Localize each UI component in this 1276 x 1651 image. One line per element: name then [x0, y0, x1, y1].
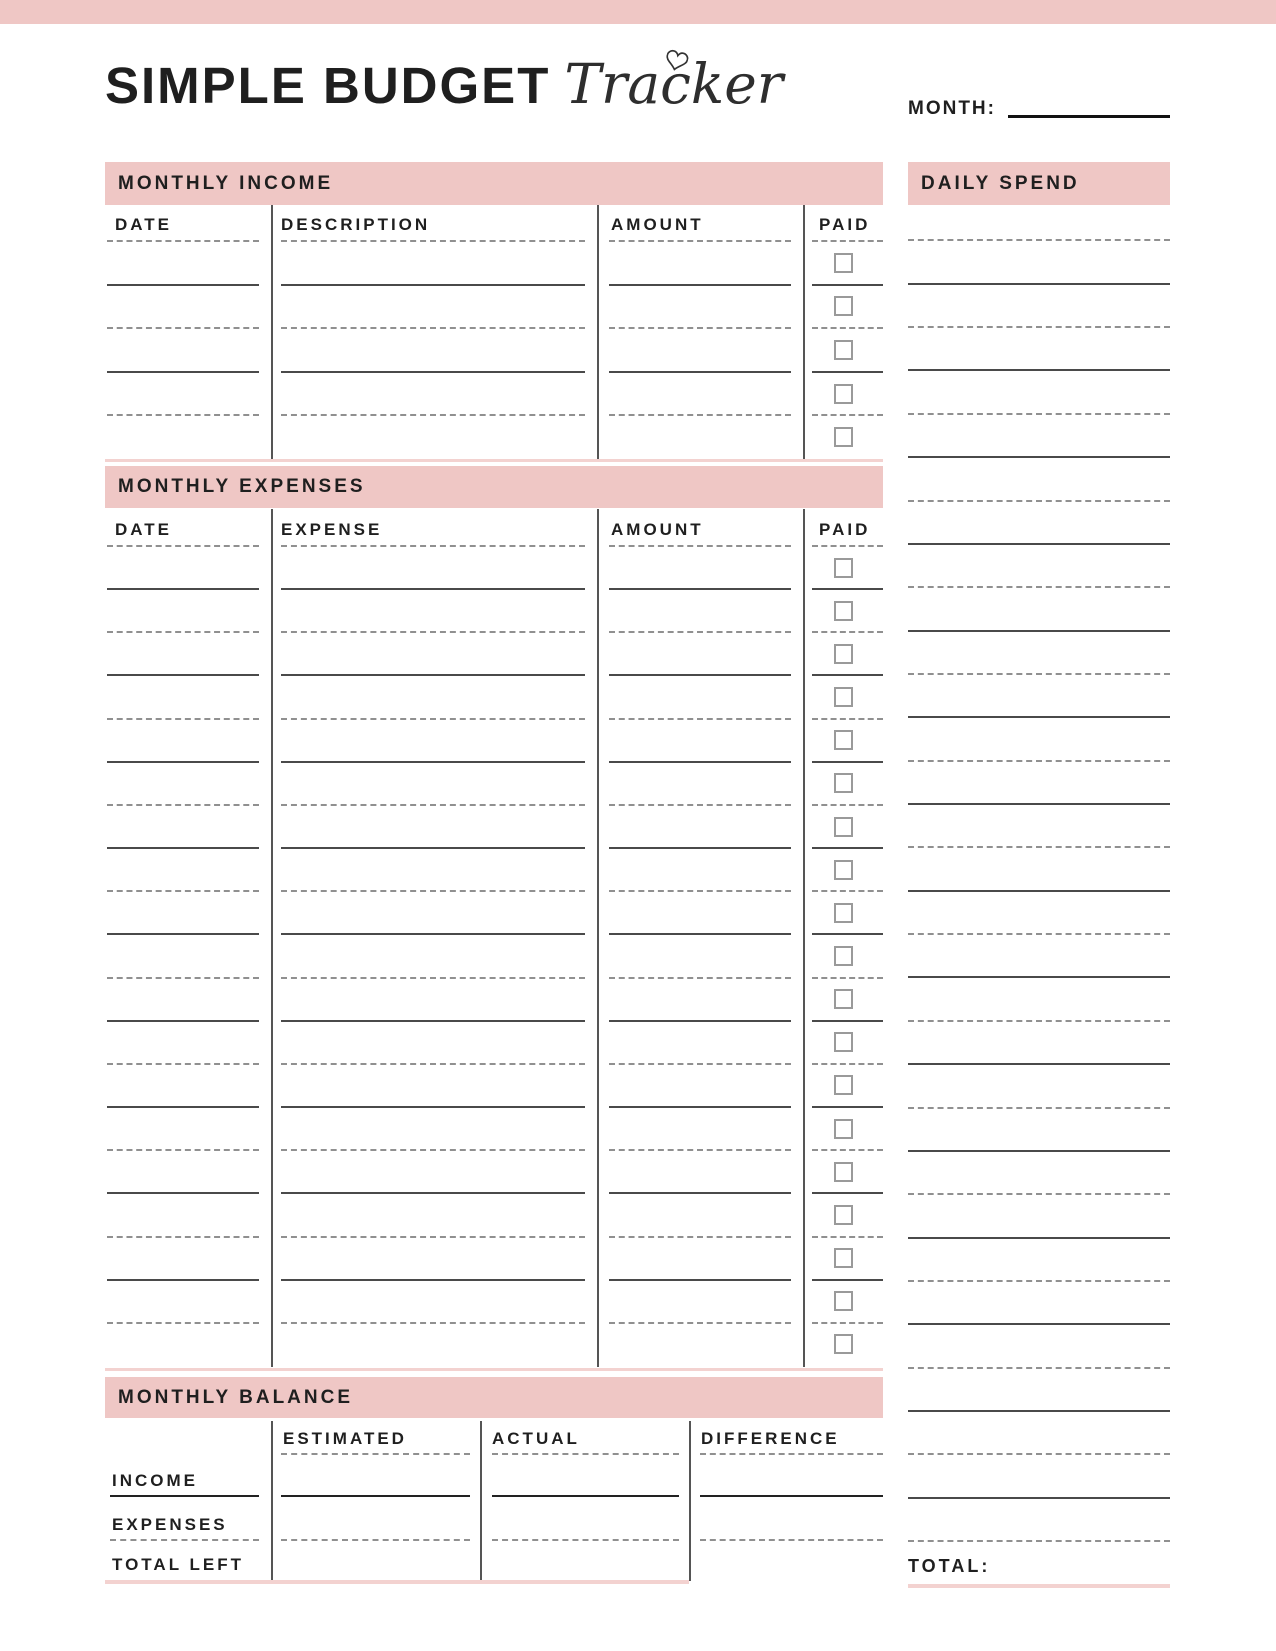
- daily-spend-line[interactable]: [908, 1239, 1170, 1282]
- balance-row-expenses: [105, 1497, 883, 1541]
- daily-spend-line[interactable]: [908, 762, 1170, 805]
- entry-cell[interactable]: [597, 329, 803, 373]
- balance-income-estimated-field[interactable]: [271, 1455, 480, 1497]
- paid-checkbox[interactable]: [834, 644, 853, 664]
- entry-cell[interactable]: [597, 676, 803, 719]
- entry-cell[interactable]: [271, 935, 597, 978]
- daily-spend-line[interactable]: [908, 241, 1170, 284]
- table-row: [105, 1281, 883, 1324]
- entry-cell[interactable]: [597, 1151, 803, 1194]
- paid-checkbox[interactable]: [834, 730, 853, 750]
- balance-total-estimated-field[interactable]: [271, 1541, 480, 1581]
- entry-cell[interactable]: [105, 763, 271, 806]
- entry-cell[interactable]: [271, 979, 597, 1022]
- entry-cell[interactable]: [271, 373, 597, 417]
- entry-cell[interactable]: [597, 242, 803, 286]
- entry-cell[interactable]: [597, 806, 803, 849]
- paid-checkbox[interactable]: [834, 1032, 853, 1052]
- paid-checkbox[interactable]: [834, 601, 853, 621]
- balance-label-total-left: TOTAL LEFT: [112, 1555, 244, 1574]
- paid-cell[interactable]: [803, 676, 883, 719]
- entry-cell[interactable]: [271, 892, 597, 935]
- expenses-col-amount: AMOUNT: [611, 520, 704, 539]
- entry-cell[interactable]: [597, 720, 803, 763]
- entry-cell[interactable]: [105, 892, 271, 935]
- paid-cell[interactable]: [803, 892, 883, 935]
- paid-cell[interactable]: [803, 1065, 883, 1108]
- balance-divider-3: [689, 1421, 691, 1581]
- entry-cell[interactable]: [271, 1151, 597, 1194]
- table-row: [105, 1238, 883, 1281]
- daily-spend-line[interactable]: [908, 1195, 1170, 1238]
- paid-checkbox[interactable]: [834, 1075, 853, 1095]
- table-row: [105, 935, 883, 978]
- paid-cell[interactable]: [803, 1108, 883, 1151]
- entry-cell[interactable]: [271, 1281, 597, 1324]
- income-divider-2: [597, 205, 599, 460]
- entry-cell[interactable]: [105, 720, 271, 763]
- entry-cell[interactable]: [597, 286, 803, 330]
- entry-cell[interactable]: [597, 1281, 803, 1324]
- paid-cell[interactable]: [803, 373, 883, 417]
- balance-divider-2: [480, 1421, 482, 1581]
- balance-section-baseline: [105, 1580, 689, 1584]
- section-header-daily-spend: DAILY SPEND: [908, 162, 1170, 205]
- entry-cell[interactable]: [105, 329, 271, 373]
- daily-spend-line[interactable]: [908, 458, 1170, 501]
- table-row: [105, 1194, 883, 1237]
- daily-spend-line[interactable]: [908, 1412, 1170, 1455]
- paid-cell[interactable]: [803, 1194, 883, 1237]
- entry-cell[interactable]: [105, 979, 271, 1022]
- income-col-amount: AMOUNT: [611, 215, 704, 234]
- month-label: MONTH:: [908, 98, 996, 119]
- paid-checkbox[interactable]: [834, 296, 853, 316]
- daily-spend-total-label: TOTAL:: [908, 1556, 991, 1576]
- daily-spend-line[interactable]: [908, 892, 1170, 935]
- entry-cell[interactable]: [105, 1022, 271, 1065]
- entry-cell[interactable]: [597, 763, 803, 806]
- entry-cell[interactable]: [597, 1065, 803, 1108]
- paid-checkbox[interactable]: [834, 1334, 853, 1354]
- paid-cell[interactable]: [803, 1151, 883, 1194]
- table-row: [105, 763, 883, 806]
- expenses-col-expense: EXPENSE: [281, 520, 383, 539]
- table-row: [105, 1022, 883, 1065]
- entry-cell[interactable]: [105, 633, 271, 676]
- balance-total-difference-field[interactable]: [689, 1541, 883, 1581]
- entry-cell[interactable]: [105, 373, 271, 417]
- entry-cell[interactable]: [597, 935, 803, 978]
- paid-checkbox[interactable]: [834, 946, 853, 966]
- entry-cell[interactable]: [105, 590, 271, 633]
- entry-cell[interactable]: [271, 849, 597, 892]
- entry-cell[interactable]: [105, 286, 271, 330]
- paid-cell[interactable]: [803, 547, 883, 590]
- daily-spend-line[interactable]: [908, 328, 1170, 371]
- table-row: [105, 806, 883, 849]
- entry-cell[interactable]: [271, 1194, 597, 1237]
- entry-cell[interactable]: [271, 720, 597, 763]
- paid-checkbox[interactable]: [834, 558, 853, 578]
- daily-spend-line[interactable]: [908, 285, 1170, 328]
- entry-cell[interactable]: [597, 590, 803, 633]
- paid-checkbox[interactable]: [834, 903, 853, 923]
- entry-cell[interactable]: [597, 979, 803, 1022]
- table-row: [105, 1324, 883, 1367]
- table-row: [105, 633, 883, 676]
- daily-spend-line[interactable]: [908, 1152, 1170, 1195]
- balance-row-income: [105, 1455, 883, 1497]
- paid-checkbox[interactable]: [834, 253, 853, 273]
- entry-cell[interactable]: [105, 1281, 271, 1324]
- table-row: [105, 416, 883, 460]
- balance-col-difference: DIFFERENCE: [701, 1429, 840, 1448]
- expenses-table: [105, 547, 883, 1367]
- balance-label-expenses: EXPENSES: [112, 1515, 228, 1534]
- table-row: [105, 979, 883, 1022]
- paid-checkbox[interactable]: [834, 1291, 853, 1311]
- entry-cell[interactable]: [105, 806, 271, 849]
- paid-checkbox[interactable]: [834, 860, 853, 880]
- daily-spend-line[interactable]: [908, 198, 1170, 241]
- balance-label-income: INCOME: [112, 1471, 198, 1490]
- paid-checkbox[interactable]: [834, 1248, 853, 1268]
- daily-spend-line[interactable]: [908, 1325, 1170, 1368]
- paid-checkbox[interactable]: [834, 340, 853, 360]
- expenses-section-baseline: [105, 1368, 883, 1371]
- daily-spend-line[interactable]: [908, 805, 1170, 848]
- daily-spend-line[interactable]: [908, 415, 1170, 458]
- daily-spend-line[interactable]: [908, 588, 1170, 631]
- table-row: [105, 849, 883, 892]
- entry-cell[interactable]: [271, 633, 597, 676]
- paid-cell[interactable]: [803, 329, 883, 373]
- entry-cell[interactable]: [105, 1194, 271, 1237]
- entry-cell[interactable]: [105, 1108, 271, 1151]
- table-row: [105, 1065, 883, 1108]
- entry-cell[interactable]: [597, 1022, 803, 1065]
- entry-cell[interactable]: [271, 1238, 597, 1281]
- income-column-headers: [105, 205, 883, 242]
- paid-cell[interactable]: [803, 1281, 883, 1324]
- income-section-baseline: [105, 459, 883, 462]
- daily-spend-line[interactable]: [908, 545, 1170, 588]
- income-table: [105, 242, 883, 460]
- table-row: [105, 242, 883, 286]
- entry-cell[interactable]: [597, 633, 803, 676]
- paid-checkbox[interactable]: [834, 687, 853, 707]
- daily-spend-line[interactable]: [908, 1455, 1170, 1498]
- daily-spend-list: [908, 198, 1170, 1542]
- entry-cell[interactable]: [597, 373, 803, 417]
- top-accent-bar: [0, 0, 1276, 24]
- entry-cell[interactable]: [597, 547, 803, 590]
- paid-cell[interactable]: [803, 242, 883, 286]
- balance-divider-1: [271, 1421, 273, 1581]
- paid-checkbox[interactable]: [834, 1162, 853, 1182]
- paid-cell[interactable]: [803, 979, 883, 1022]
- entry-cell[interactable]: [271, 547, 597, 590]
- entry-cell[interactable]: [105, 676, 271, 719]
- paid-cell[interactable]: [803, 1324, 883, 1367]
- daily-spend-line[interactable]: [908, 1109, 1170, 1152]
- daily-spend-line[interactable]: [908, 1369, 1170, 1412]
- entry-cell[interactable]: [271, 1022, 597, 1065]
- entry-cell[interactable]: [597, 892, 803, 935]
- paid-checkbox[interactable]: [834, 1205, 853, 1225]
- daily-spend-line[interactable]: [908, 935, 1170, 978]
- entry-cell[interactable]: [271, 763, 597, 806]
- balance-corner-cell: [105, 1421, 271, 1455]
- table-row: [105, 1151, 883, 1194]
- paid-checkbox[interactable]: [834, 773, 853, 793]
- expenses-divider-2: [597, 509, 599, 1367]
- entry-cell[interactable]: [105, 849, 271, 892]
- paid-cell[interactable]: [803, 849, 883, 892]
- daily-spend-line[interactable]: [908, 675, 1170, 718]
- entry-cell[interactable]: [271, 806, 597, 849]
- entry-cell[interactable]: [105, 242, 271, 286]
- entry-cell[interactable]: [271, 1065, 597, 1108]
- section-header-monthly-balance: MONTHLY BALANCE: [105, 1377, 883, 1418]
- daily-spend-line[interactable]: [908, 1499, 1170, 1542]
- daily-spend-line[interactable]: [908, 1282, 1170, 1325]
- entry-cell[interactable]: [105, 1238, 271, 1281]
- section-header-monthly-expenses: MONTHLY EXPENSES: [105, 466, 883, 508]
- daily-spend-line[interactable]: [908, 1022, 1170, 1065]
- paid-cell[interactable]: [803, 633, 883, 676]
- table-row: [105, 892, 883, 935]
- month-field: [908, 98, 1170, 120]
- daily-spend-line[interactable]: [908, 1065, 1170, 1108]
- balance-expenses-actual-field[interactable]: [480, 1497, 689, 1541]
- expenses-col-paid: PAID: [819, 520, 871, 539]
- table-row: [105, 676, 883, 719]
- entry-cell[interactable]: [597, 1194, 803, 1237]
- entry-cell[interactable]: [105, 547, 271, 590]
- entry-cell[interactable]: [271, 1324, 597, 1367]
- entry-cell[interactable]: [271, 242, 597, 286]
- entry-cell[interactable]: [271, 676, 597, 719]
- balance-expenses-estimated-field[interactable]: [271, 1497, 480, 1541]
- balance-col-estimated: ESTIMATED: [283, 1429, 407, 1448]
- daily-spend-line[interactable]: [908, 978, 1170, 1021]
- section-header-monthly-income: MONTHLY INCOME: [105, 162, 883, 205]
- table-row: [105, 286, 883, 330]
- table-row: [105, 590, 883, 633]
- income-divider-1: [271, 205, 273, 460]
- paid-cell[interactable]: [803, 1238, 883, 1281]
- entry-cell[interactable]: [105, 935, 271, 978]
- paid-cell[interactable]: [803, 935, 883, 978]
- entry-cell[interactable]: [597, 1108, 803, 1151]
- page-title: [105, 52, 783, 132]
- daily-spend-line[interactable]: [908, 632, 1170, 675]
- expenses-divider-3: [803, 509, 805, 1367]
- balance-table: [105, 1421, 883, 1581]
- income-divider-3: [803, 205, 805, 460]
- table-row: [105, 1108, 883, 1151]
- entry-cell[interactable]: [597, 416, 803, 460]
- daily-spend-line[interactable]: [908, 371, 1170, 414]
- balance-total-actual-field[interactable]: [480, 1541, 689, 1581]
- entry-cell[interactable]: [105, 1151, 271, 1194]
- income-col-description: DESCRIPTION: [281, 215, 431, 234]
- entry-cell[interactable]: [597, 1324, 803, 1367]
- balance-row-total-left: [105, 1541, 883, 1581]
- balance-income-difference-field[interactable]: [689, 1455, 883, 1497]
- balance-col-actual: ACTUAL: [492, 1429, 580, 1448]
- paid-cell[interactable]: [803, 416, 883, 460]
- entry-cell[interactable]: [271, 590, 597, 633]
- paid-checkbox[interactable]: [834, 989, 853, 1009]
- entry-cell[interactable]: [271, 286, 597, 330]
- income-col-date: DATE: [115, 215, 173, 234]
- month-input-line[interactable]: [1008, 115, 1170, 118]
- daily-spend-line[interactable]: [908, 848, 1170, 891]
- title-main: SIMPLE BUDGET: [105, 57, 551, 114]
- daily-spend-line[interactable]: [908, 502, 1170, 545]
- paid-cell[interactable]: [803, 763, 883, 806]
- expenses-col-date: DATE: [115, 520, 173, 539]
- table-row: [105, 720, 883, 763]
- daily-spend-total-underline: [908, 1584, 1170, 1588]
- paid-checkbox[interactable]: [834, 427, 853, 447]
- expenses-divider-1: [271, 509, 273, 1367]
- paid-cell[interactable]: [803, 590, 883, 633]
- entry-cell[interactable]: [271, 416, 597, 460]
- expenses-column-headers: [105, 509, 883, 547]
- paid-cell[interactable]: [803, 720, 883, 763]
- entry-cell[interactable]: [105, 1065, 271, 1108]
- entry-cell[interactable]: [271, 329, 597, 373]
- table-row: [105, 329, 883, 373]
- table-row: [105, 373, 883, 417]
- paid-cell[interactable]: [803, 1022, 883, 1065]
- paid-cell[interactable]: [803, 806, 883, 849]
- title-script: Tracker: [564, 52, 784, 116]
- entry-cell[interactable]: [105, 1324, 271, 1367]
- paid-checkbox[interactable]: [834, 1119, 853, 1139]
- balance-header-row: [105, 1421, 883, 1455]
- daily-spend-line[interactable]: [908, 718, 1170, 761]
- income-col-paid: PAID: [819, 215, 871, 234]
- balance-income-actual-field[interactable]: [480, 1455, 689, 1497]
- table-row: [105, 547, 883, 590]
- balance-expenses-difference-field[interactable]: [689, 1497, 883, 1541]
- entry-cell[interactable]: [597, 1238, 803, 1281]
- paid-checkbox[interactable]: [834, 817, 853, 837]
- entry-cell[interactable]: [105, 416, 271, 460]
- entry-cell[interactable]: [597, 849, 803, 892]
- paid-checkbox[interactable]: [834, 384, 853, 404]
- paid-cell[interactable]: [803, 286, 883, 330]
- entry-cell[interactable]: [271, 1108, 597, 1151]
